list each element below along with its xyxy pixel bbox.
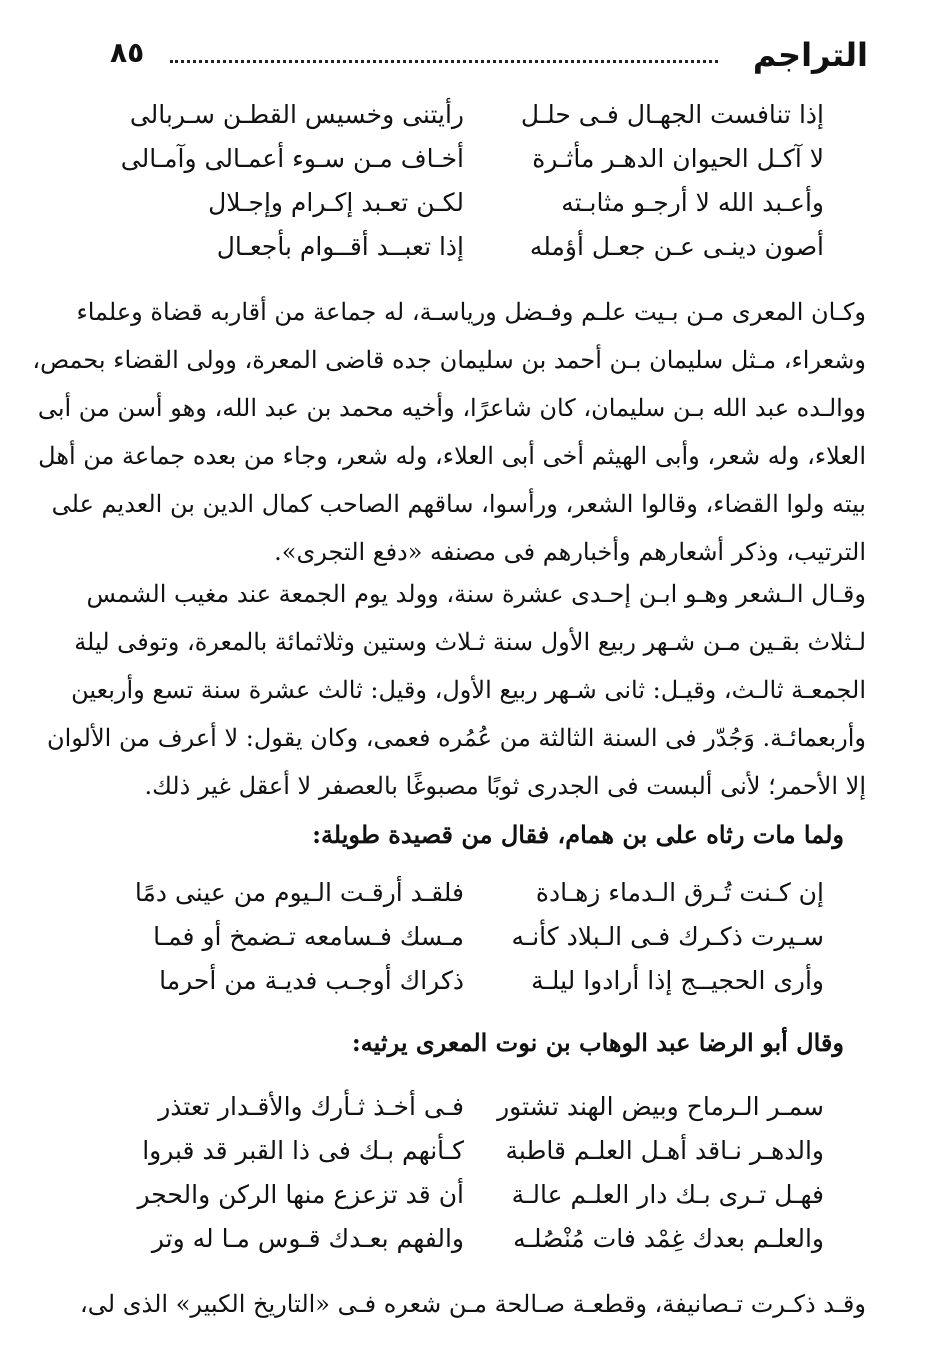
hemistich-first: والعلـم بعدك غِمْد فات مُنْصُلـه bbox=[513, 1224, 824, 1253]
hemistich-first: وأرى الحجيــج إذا أرادوا ليلـة bbox=[531, 966, 824, 995]
text-line: وقـد ذكـرت تـصانيفة، وقطعـة صـالحة مـن شعره فـى «التاريخ الكبير» الذى لى، bbox=[80, 1290, 866, 1318]
paragraph-biography bbox=[46, 570, 866, 810]
hemistich-first: والدهـر نـاقد أهـل العلـم قاطبة bbox=[505, 1136, 824, 1165]
hemistich-second: والفهم بعـدك قـوس مـا له وتر bbox=[151, 1224, 464, 1253]
elegy-intro-1: ولما مات رثاه على بن همام، فقال من قصيدة طويلة: bbox=[312, 820, 844, 849]
text-line: وكـان المعرى مـن بـيت علـم وفـضل ورياسـة، له جماعة من أقاربه قضاة وعلماء bbox=[76, 298, 866, 326]
hemistich-first: وأعـبد الله لا أرجـو مثابـته bbox=[561, 188, 824, 217]
verse bbox=[100, 1180, 824, 1224]
verse bbox=[100, 1136, 824, 1180]
verse bbox=[100, 922, 824, 966]
chapter-title: التراجم bbox=[752, 36, 868, 74]
text-line: الجمعـة ثالـث، وقيـل: ثانى شـهر ربيع الأول، وقيل: ثالث عشرة سنة تسع وأربعين bbox=[71, 676, 866, 704]
poem-2 bbox=[100, 878, 824, 1010]
page-number: ٨٥ bbox=[110, 36, 145, 69]
hemistich-second: مـسك فـسامعه تـضمخ أو فمـا bbox=[153, 922, 464, 951]
hemistich-second: ذكراك أوجـب فديـة من أحرما bbox=[159, 966, 464, 995]
hemistich-first: لا آكـل الحيوان الدهـر مأثـرة bbox=[532, 144, 824, 173]
paragraph-family bbox=[32, 288, 866, 576]
poem-1 bbox=[100, 100, 824, 276]
elegy-intro-2: وقال أبو الرضا عبد الوهاب بن نوت المعرى يرثيه: bbox=[351, 1028, 844, 1057]
text-line: بيته ولوا القضاء، وقالوا الشعر، ورأسوا، ساقهم الصاحب كمال الدين بن العديم على bbox=[51, 490, 866, 518]
hemistich-first: إذا تنافست الجهـال فـى حلـل bbox=[520, 100, 824, 129]
paragraph-closing bbox=[80, 1280, 866, 1328]
text-line: وقـال الـشعر وهـو ابـن إحـدى عشرة سنة، وولد يوم الجمعة عند مغيب الشمس bbox=[86, 580, 866, 608]
verse bbox=[100, 188, 824, 232]
hemistich-first: إن كـنت تُـرق الـدماء زهـادة bbox=[535, 878, 824, 907]
hemistich-first: أصون دينـى عـن جعـل أؤمله bbox=[529, 232, 824, 261]
verse bbox=[100, 100, 824, 144]
text-line: وأربعمائـة. وَجُدّر فى السنة الثالثة من عُمُره فعمى، وكان يقول: لا أعرف من الألوان bbox=[46, 724, 866, 752]
hemistich-second: فلقـد أرقـت الـيوم من عينى دمًا bbox=[134, 878, 464, 907]
text-line: العلاء، وله شعر، وأبى الهيثم أخى أبى العلاء، وله شعر، وجاء من بعده جماعة من أهل bbox=[38, 442, 866, 470]
verse bbox=[100, 1092, 824, 1136]
verse bbox=[100, 144, 824, 188]
running-header bbox=[110, 36, 868, 80]
hemistich-first: فهـل تـرى بـك دار العلـم عالـة bbox=[511, 1180, 824, 1209]
hemistich-second: رأيتنى وخسيس القطـن سـربالى bbox=[129, 100, 464, 129]
hemistich-first: سمـر الـرماح وبيض الهند تشتور bbox=[497, 1092, 824, 1121]
hemistich-first: سـيرت ذكـرك فـى الـبلاد كأنـه bbox=[511, 922, 824, 951]
verse bbox=[100, 232, 824, 276]
text-line: لـثلاث بقـين مـن شـهر ربيع الأول سنة ثـلاث وستين وثلاثمائة بالمعرة، وتوفى ليلة bbox=[74, 628, 866, 656]
hemistich-second: فـى أخـذ ثـأرك والأقـدار تعتذر bbox=[158, 1092, 464, 1121]
verse bbox=[100, 1224, 824, 1268]
text-line: إلا الأحمر؛ لأنى ألبست فى الجدرى ثوبًا مصبوغًا بالعصفر لا أعقل غير ذلك. bbox=[144, 772, 866, 800]
hemistich-second: أن قد تزعزع منها الركن والحجر bbox=[137, 1180, 464, 1209]
hemistich-second: كـأنهم بـك فى ذا القبر قد قبروا bbox=[142, 1136, 464, 1165]
text-line: وشعراء، مـثل سليمان بـن أحمد بن سليمان جده قاضى المعرة، وولى القضاء بحمص، bbox=[32, 346, 866, 374]
text-line: ووالـده عبد الله بـن سليمان، كان شاعرًا، وأخيه محمد بن عبد الله، وهو أسن من أبى bbox=[37, 394, 866, 422]
hemistich-second: إذا تعبــد أقــوام بأجعـال bbox=[216, 232, 464, 261]
poem-3 bbox=[100, 1092, 824, 1268]
hemistich-second: أخـاف مـن سـوء أعمـالى وآمـالى bbox=[120, 144, 464, 173]
hemistich-second: لكـن تعـبد إكـرام وإجـلال bbox=[208, 188, 464, 217]
text-line: الترتيب، وذكر أشعارهم وأخبارهم فى مصنفه «دفع التجرى». bbox=[274, 538, 866, 566]
dotted-leader bbox=[170, 60, 718, 63]
verse bbox=[100, 966, 824, 1010]
verse bbox=[100, 878, 824, 922]
